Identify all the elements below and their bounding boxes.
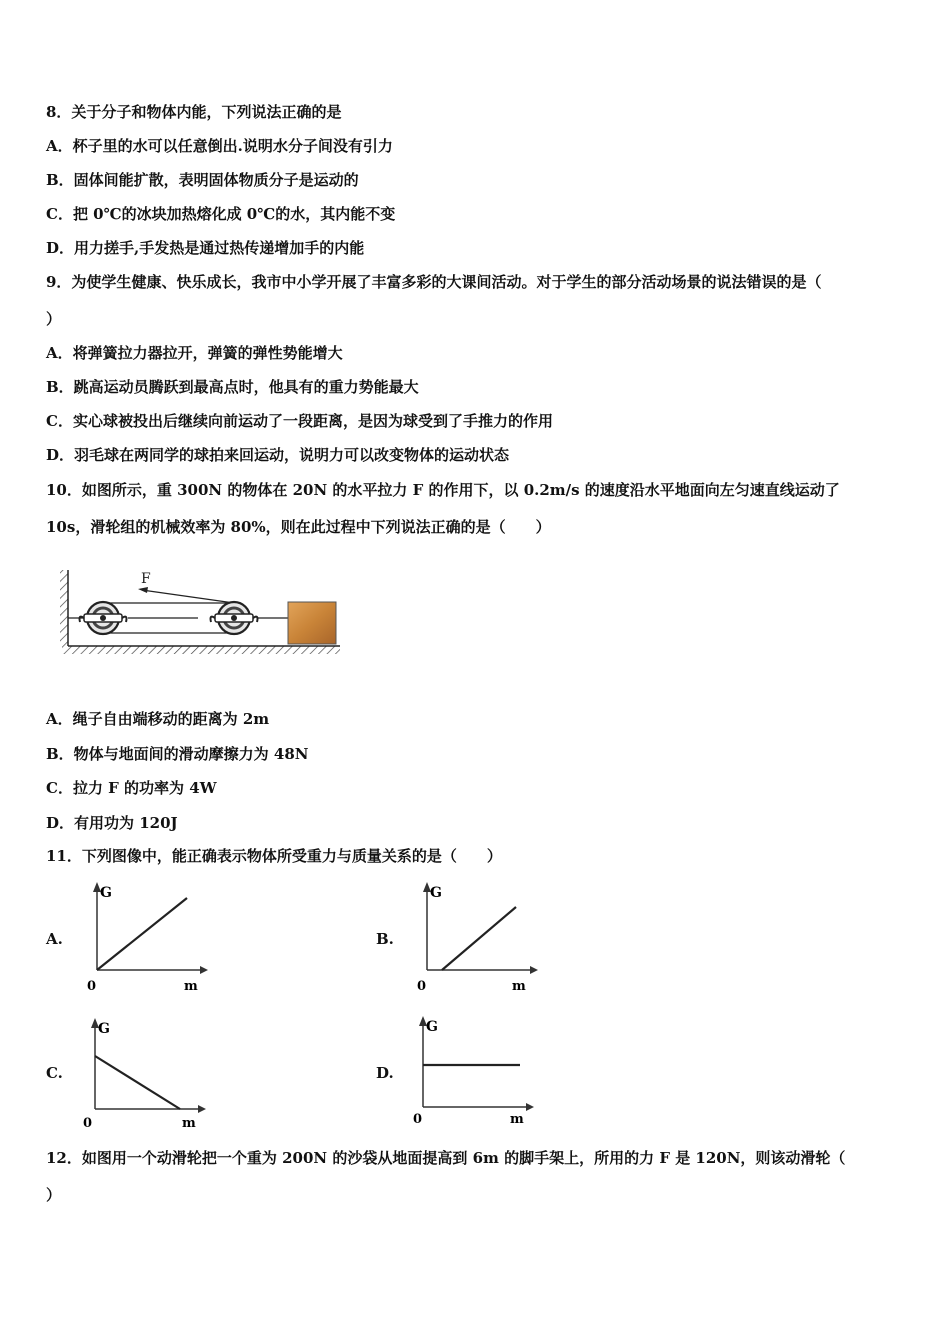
q11-option-d-label[interactable]: D.: [376, 1064, 394, 1082]
q10-stem-line1: 10．如图所示，重 300N 的物体在 20N 的水平拉力 F 的作用下，以 0.2m/s 的速度沿水平地面向左匀速直线运动了: [46, 481, 840, 499]
q10-option-d[interactable]: D．有用功为 120J: [46, 814, 178, 832]
q10-stem-line2: 10s，滑轮组的机械效率为 80%，则在此过程中下列说法正确的是（ ）: [46, 518, 551, 536]
pulley-left: [80, 602, 127, 634]
q12-stem-line2: ）: [46, 1186, 62, 1204]
q11-graph-b[interactable]: [412, 880, 542, 995]
graph-d-origin: 0: [413, 1112, 423, 1127]
rope-free-end: [142, 590, 234, 603]
graph-c-line: [95, 1056, 180, 1109]
q8-option-c[interactable]: C．把 0℃的冰块加热熔化成 0℃的水，其内能不变: [46, 205, 396, 223]
q10-option-a[interactable]: A．绳子自由端移动的距离为 2m: [46, 710, 270, 728]
q8-option-b[interactable]: B．固体间能扩散，表明固体物质分子是运动的: [46, 171, 359, 189]
q12-stem-line1: 12．如图用一个动滑轮把一个重为 200N 的沙袋从地面提高到 6m 的脚手架上，所用的力 F 是 120N，则该动滑轮（: [46, 1149, 846, 1167]
q11-graph-a[interactable]: [82, 880, 212, 995]
graph-b-y-label: G: [430, 885, 442, 901]
graph-a-x-label: m: [184, 979, 198, 994]
q8-option-d[interactable]: D．用力搓手,手发热是通过热传递增加手的内能: [46, 239, 365, 257]
q11-stem: 11．下列图像中，能正确表示物体所受重力与质量关系的是（ ）: [46, 847, 502, 865]
graph-b-origin: 0: [417, 979, 427, 994]
graph-d-y-label: G: [426, 1019, 438, 1035]
graph-c-x-label: m: [182, 1116, 196, 1131]
q10-option-c[interactable]: C．拉力 F 的功率为 4W: [46, 779, 217, 797]
graph-c-y-label: G: [98, 1021, 110, 1037]
q11-option-a-label[interactable]: A.: [46, 930, 63, 948]
q11-option-b-label[interactable]: B.: [376, 930, 394, 948]
pulley-system-figure: [58, 566, 343, 658]
graph-d-x-label: m: [510, 1112, 524, 1127]
pulley-right: [211, 602, 258, 634]
wooden-block: [288, 602, 336, 644]
graph-b-x-label: m: [512, 979, 526, 994]
graph-a-line: [97, 898, 187, 970]
wall-hatching: [60, 570, 68, 646]
force-label: F: [141, 571, 151, 587]
q9-option-a[interactable]: A．将弹簧拉力器拉开，弹簧的弹性势能增大: [46, 344, 343, 362]
q10-option-b[interactable]: B．物体与地面间的滑动摩擦力为 48N: [46, 745, 309, 763]
q11-option-c-label[interactable]: C.: [46, 1064, 63, 1082]
graph-a-y-label: G: [100, 885, 112, 901]
q11-graph-d[interactable]: [408, 1014, 538, 1129]
q8-stem: 8．关于分子和物体内能，下列说法正确的是: [46, 103, 342, 121]
q8-option-a[interactable]: A．杯子里的水可以任意倒出.说明水分子间没有引力: [46, 137, 393, 155]
arrow-head: [138, 587, 148, 593]
q9-option-b[interactable]: B．跳高运动员腾跃到最高点时，他具有的重力势能最大: [46, 378, 419, 396]
q9-option-d[interactable]: D．羽毛球在两同学的球拍来回运动，说明力可以改变物体的运动状态: [46, 446, 510, 464]
q11-graph-c[interactable]: [80, 1016, 210, 1131]
graph-a-origin: 0: [87, 979, 97, 994]
q9-option-c[interactable]: C．实心球被投出后继续向前运动了一段距离，是因为球受到了手推力的作用: [46, 412, 553, 430]
graph-c-origin: 0: [83, 1116, 93, 1131]
graph-b-line: [442, 907, 516, 970]
q9-stem-line1: 9．为使学生健康、快乐成长，我市中小学开展了丰富多彩的大课间活动。对于学生的部分活动场景的说法错误的是（: [46, 273, 822, 291]
ground-hatching: [62, 646, 340, 654]
q9-stem-line2: ）: [46, 310, 62, 328]
